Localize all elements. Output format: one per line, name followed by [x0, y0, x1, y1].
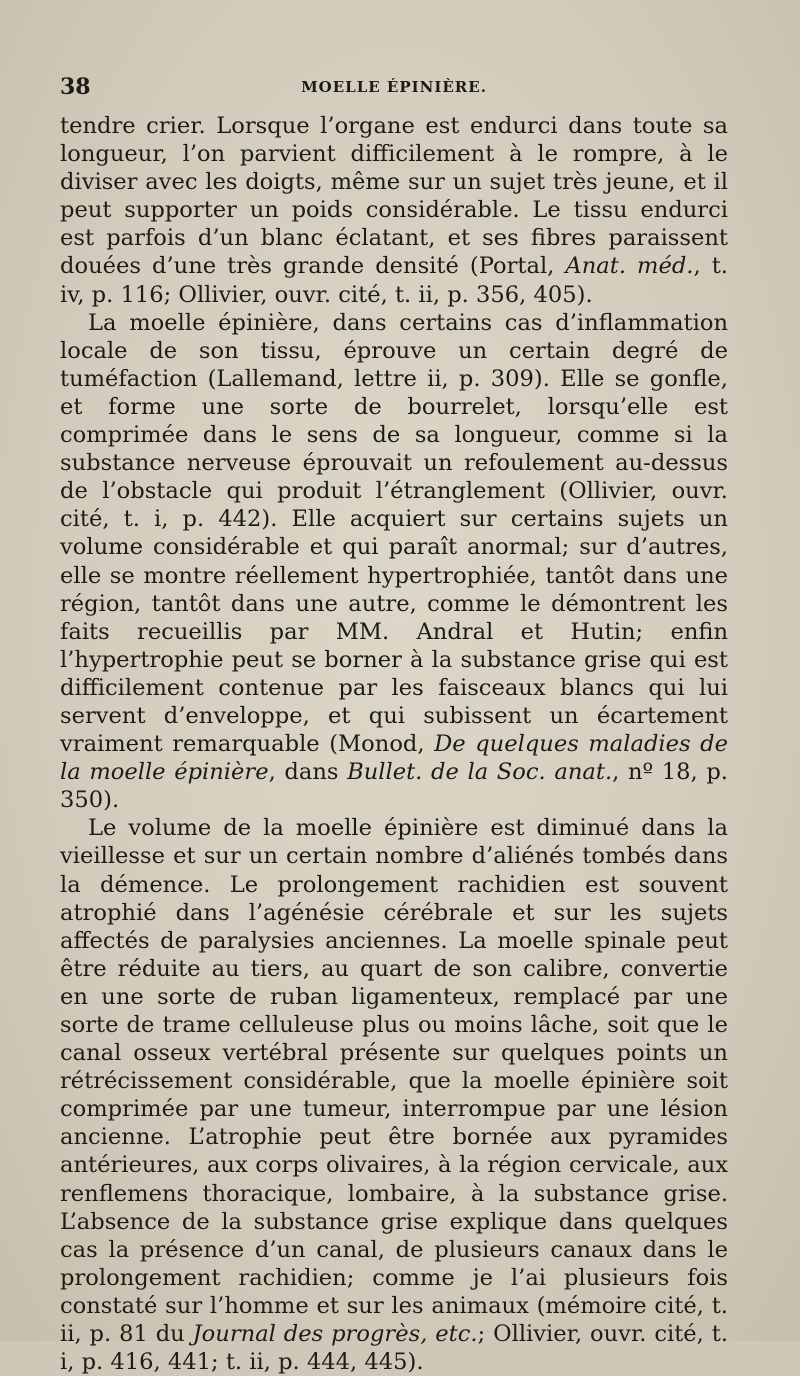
text-run: Le volume de la moelle épinière est diminué dans la vieillesse et sur un certain nombre d’aliénés tombés dans la démence. Le prolongement rachidien est souvent atrophié dans l’agénésie cérébrale et sur les sujets affectés de paralysies anciennes. La moelle spinale peut être réduite au tiers, au quart de son calibre, convertie en une sorte de ruban ligamenteux, remplacé par une sorte de trame celluleuse plus ou moins lâche, soit que le canal osseux vertébral présente sur quelques points un rétrécissement considérable, que la moelle épinière soit comprimée par une tumeur, interrompue par une lésion ancienne. L’atrophie peut être bornée aux pyramides antérieures, aux corps olivaires, à la région cervicale, aux renflemens thoracique, lombaire, à la substance grise. L’absence de la substance grise explique dans quelques cas la présence d’un canal, de plusieurs canaux dans le prolongement rachidien; comme je l’ai plusieurs fois constaté sur l’homme et sur les animaux (mémoire cité, t. ii, p. 81 du	[60, 815, 728, 1348]
text-run: , dans	[268, 759, 348, 786]
paragraph	[60, 309, 728, 815]
paragraph	[60, 112, 728, 309]
italic-run: De quelques maladies de la moelle épinière	[60, 731, 729, 786]
italic-run: Anat. méd.	[565, 253, 694, 280]
paragraph	[60, 814, 728, 1376]
text-run: ; Ollivier, ouvr. cité, t. i, p. 416, 441; t. ii, p. 444, 445).	[60, 1321, 728, 1376]
page-header	[60, 74, 728, 106]
text-run: , t. iv, p. 116; Ollivier, ouvr. cité, t. ii, p. 356, 405).	[60, 253, 728, 308]
text-run: , nº 18, p. 350).	[60, 759, 728, 814]
italic-run: Bullet. de la Soc. anat.	[347, 759, 613, 786]
running-title: MOELLE ÉPINIÈRE.	[301, 78, 487, 96]
body-text	[60, 112, 728, 1376]
text-run: La moelle épinière, dans certains cas d’inflammation locale de son tissu, éprouve un certain degré de tuméfaction (Lallemand, lettre ii, p. 309). Elle se gonfle, et forme une sorte de bourrelet, lorsqu’elle est comprimée dans le sens de sa longueur, comme si la substance nerveuse éprouvait un refoulement au-dessus de l’obstacle qui produit l’étranglement (Ollivier, ouvr. cité, t. i, p. 442). Elle acquiert sur certains sujets un volume considérable et qui paraît anormal; sur d’autres, elle se montre réellement hypertrophiée, tantôt dans une région, tantôt dans une autre, comme le démontrent les faits recueillis par MM. Andral et Hutin; enfin l’hypertrophie peut se borner à la substance grise qui est difficilement contenue par les faisceaux blancs qui lui servent d’enveloppe, et qui subissent un écartement vraiment remarquable (Monod,	[60, 309, 728, 758]
italic-run: Journal des progrès, etc.	[192, 1321, 478, 1348]
page-number: 38	[60, 74, 91, 100]
text-run: tendre crier. Lorsque l’organe est endurci dans toute sa longueur, l’on parvient difficilement à le rompre, à le diviser avec les doigts, même sur un sujet très jeune, et il peut supporter un poids considérable. Le tissu endurci est parfois d’un blanc éclatant, et ses fibres paraissent douées d’une très grande densité (Portal,	[60, 113, 728, 280]
